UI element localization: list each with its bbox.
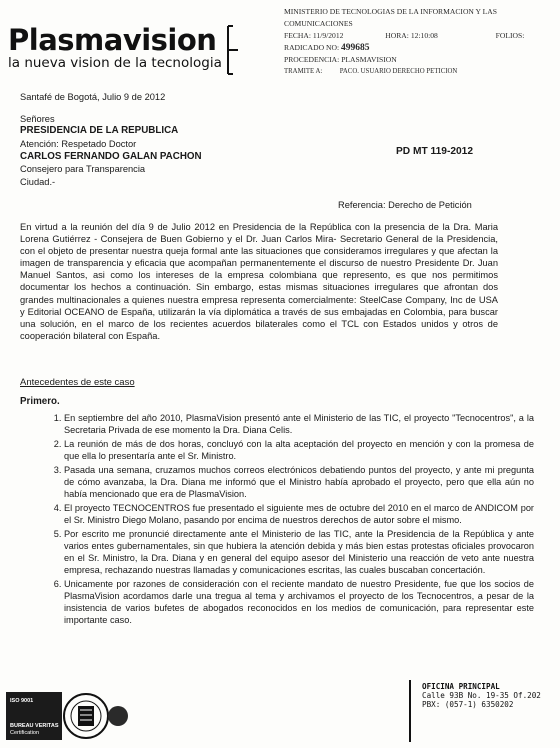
list-item: 1. En septiembre del año 2010, PlasmaVision presentó ante el Ministerio de las TIC, el proyecto "Tecnocentros", a la Secretaria Privada de ese momento la Dra. Diana Celis.	[64, 412, 534, 436]
stamp-radicado: 499685	[340, 43, 370, 53]
salutation: Señores	[20, 114, 55, 124]
list-item: 5. Por escrito me pronuncié directamente ante el Ministerio de las TIC, ante la Presidencia de la República y ante varios entes gubernamentales, sin que hubiera la atención debida y más bien estas protestas oficiales provocaron en el Sr. Ministro, la Dra. Diana y en general del equipo asesor del Ministerio una reacción de veto ante nuestra empresa, rechazando nuestras llamadas y comunicaciones escritas, las cuales buscaban concertación.	[64, 528, 534, 576]
stamp-hora: 12:10:08	[410, 31, 438, 40]
stamp-ministry: MINISTERIO DE TECNOLOGIAS DE LA INFORMACION Y LAS COMUNICACIONES	[284, 7, 497, 28]
stamp-procedencia-label: PROCEDENCIA:	[284, 55, 340, 64]
reference-code: PD MT 119-2012	[396, 146, 474, 157]
attention: Atención: Respetado Doctor	[20, 139, 137, 149]
stamp-radicado-label: RADICADO NO:	[284, 43, 340, 52]
stamp-hora-label: HORA:	[385, 31, 409, 40]
stamp-date-row	[284, 30, 560, 42]
stamp-tramite-label: TRAMITE A:	[284, 68, 323, 75]
stamp-tramite: PACO. USUARIO DERECHO PETICION	[339, 68, 458, 75]
list-item: 6. Unicamente por razones de consideración con el reciente mandato de nuestro Presidente, fue que los socios de PlasmaVision acordamos darle una tregua al tema y archivamos el proyecto de los Tecnocentros, a pesar de la insistencia de varios bufetes de abogados reconocidos en los medios de comunicación, para representar este importante caso.	[64, 578, 534, 626]
office-title: OFICINA PRINCIPAL	[422, 682, 500, 691]
list-item: 2. La reunión de más de dos horas, concluyó con la alta aceptación del proyecto en mención y con la promesa de que ella lo presentaría ante el Sr. Ministro.	[64, 438, 534, 462]
recipient-role: Consejero para Transparencia	[20, 164, 146, 174]
recipient-city: Ciudad.-	[20, 177, 56, 187]
reference: Referencia: Derecho de Petición	[338, 200, 472, 210]
intro-paragraph: En virtud a la reunión del día 9 de Julio 2012 en Presidencia de la República con la presencia de la Dra. Maria Lorena Gutiérrez - Consejera de Buen Gobierno y el Dr. Juan Carlos Mira- Secretario General de la Presidencia, con el objeto de presentar nuestra queja formal ante las situaciones que consideramos irregulares y que afectan la imagen de transparencia y eficacia que acompañan permanentemente el discurso de nuestro Presidente Dr. Juan Manuel Santos, asi como los intereses de la empresa colombiana que represento, es que nos permitimos documentar los hechos a continuación. Sin embargo, estas mismas situaciones irregulares que afrontan dos grandes multinacionales a quienes nuestra empresa representa comercialmente: SteelCase Company, Inc de USA y Editorial OCEANO de España, utilizarán la vía diplomática a través de sus embajadas en Colombia, para buscar una solución, en el marco de los recientes acuerdos bilaterales como el TCL con Estados unidos y otros de cooperación bilateral con España.	[20, 222, 498, 341]
stamp-procedencia: PLASMAVISION	[341, 55, 397, 64]
office-address	[422, 682, 541, 709]
place-date: Santafé de Bogotá, Julio 9 de 2012	[20, 92, 166, 102]
recipient: PRESIDENCIA DE LA REPUBLICA	[20, 125, 179, 136]
subsection-title: Primero.	[20, 396, 60, 407]
cert-sub: Certification	[10, 730, 40, 736]
logo-bracket-mark	[226, 24, 240, 76]
facts-list	[34, 412, 534, 628]
cert-iso: ISO 9001	[10, 698, 34, 704]
bureau-veritas-certification-seal	[6, 690, 130, 742]
office-street: Calle 93B No. 19-35 Of.202	[422, 691, 541, 700]
stamp-fecha-label: FECHA:	[284, 31, 312, 40]
cert-name: BUREAU VERITAS	[10, 723, 59, 729]
office-phone: PBX: (057-1) 6350202	[422, 700, 514, 709]
section-title: Antecedentes de este caso	[20, 377, 135, 388]
stamp-procedencia-row	[284, 54, 560, 66]
company-logo: Plasmavision	[8, 23, 217, 57]
list-item: 3. Pasada una semana, cruzamos muchos correos electrónicos debatiendo puntos del proyecto, y ante mi pregunta de cómo avanzaba, la Dra. Diana me informó que el Ministro había aprobado el proyecto, pero que ella aún no había mencionado que era de PlasmaVision.	[64, 464, 534, 500]
reception-stamp	[284, 6, 560, 78]
list-item: 4. El proyecto TECNOCENTROS fue presentado el siguiente mes de octubre del 2010 en el marco de ANDICOM por el Sr. Ministro Diego Molano, pasando por encima de nuestros derechos de autor sobre el mismo.	[64, 502, 534, 526]
stamp-folios-label: FOLIOS:	[495, 31, 525, 40]
stamp-fecha: 11/9/2012	[312, 31, 344, 40]
stamp-tramite-row	[284, 66, 560, 78]
stamp-radicado-row	[284, 42, 560, 54]
company-tagline: la nueva vision de la tecnologia	[8, 55, 222, 71]
recipient-person: CARLOS FERNANDO GALAN PACHON	[20, 151, 202, 162]
footer-divider	[409, 680, 411, 742]
